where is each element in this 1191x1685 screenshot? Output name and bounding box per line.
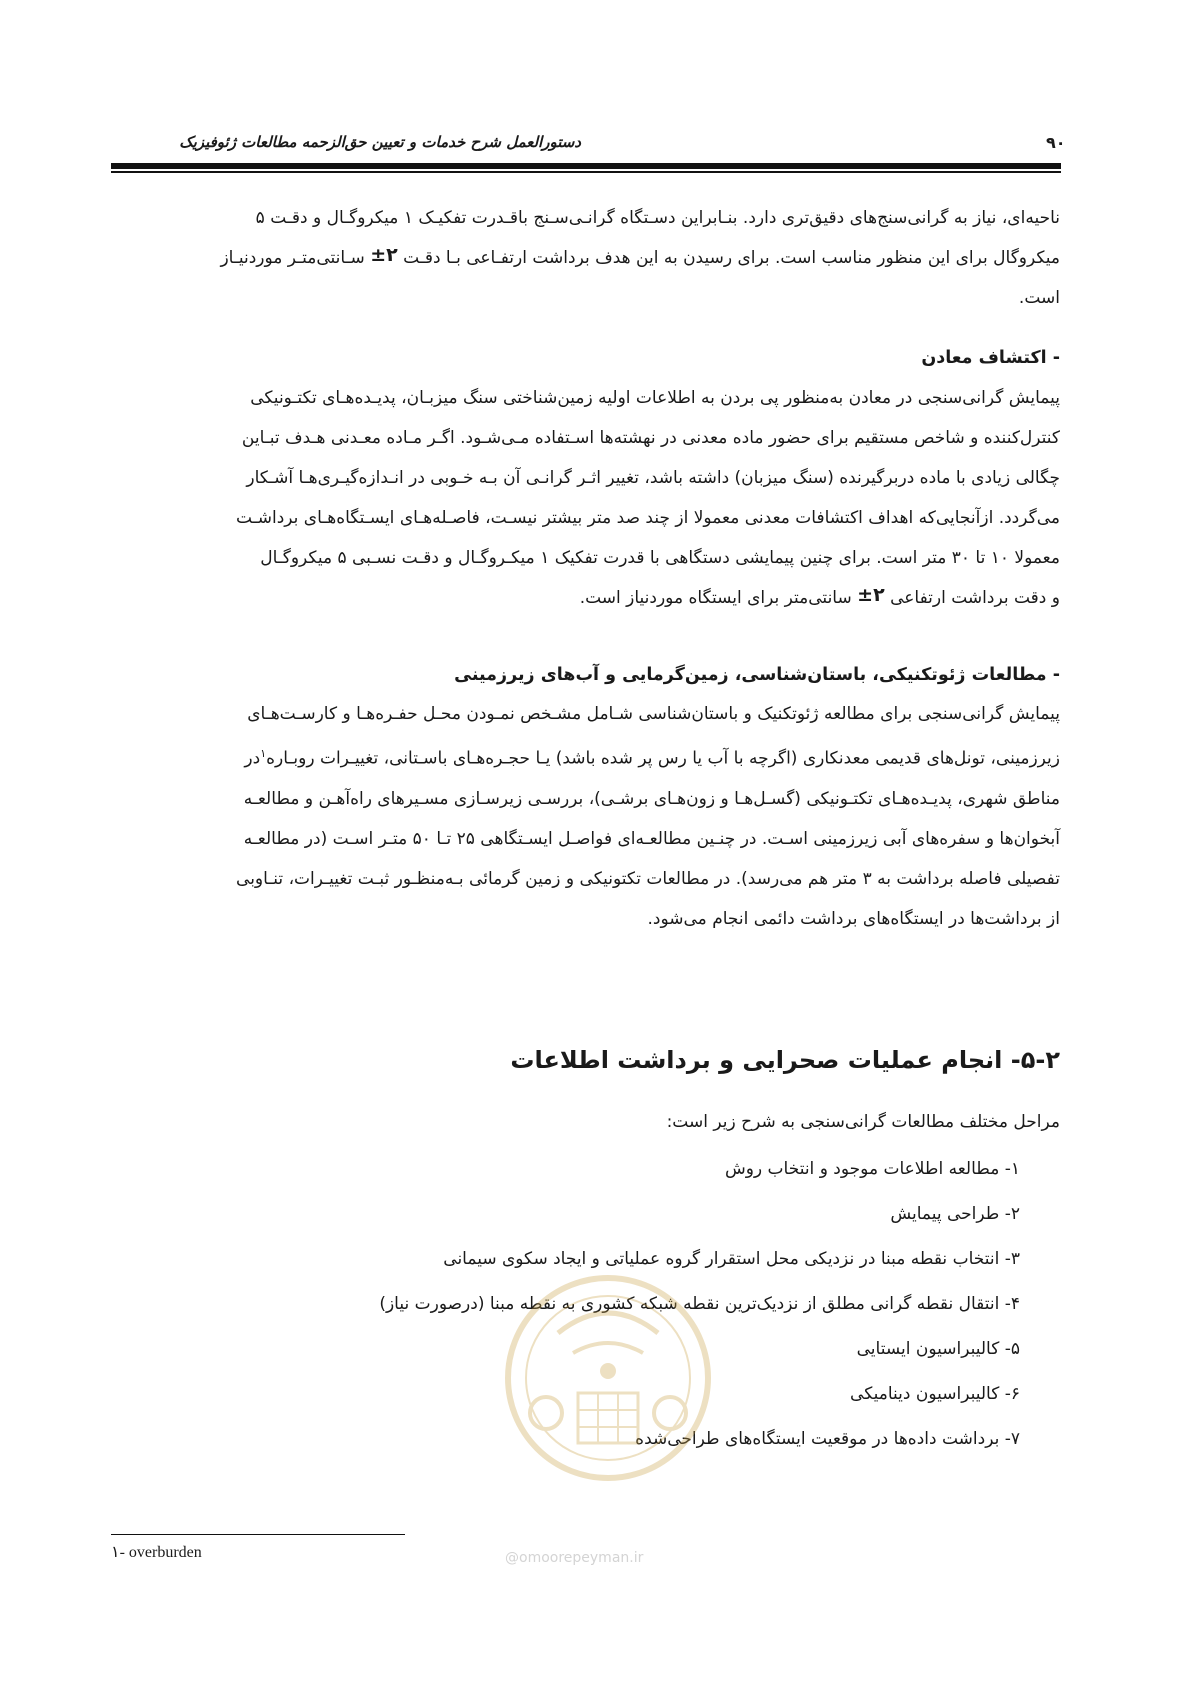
line-segment: در <box>244 748 261 769</box>
paragraph-line: از برداشت‌ها در ایستگاه‌های برداشت دائمی انجام می‌شود. <box>647 908 1060 929</box>
step-item: ۳- انتخاب نقطه مبنا در نزدیکی محل استقرار گروه عملیاتی و ایجاد سکوی سیمانی <box>443 1249 1020 1269</box>
steps-intro: مراحل مختلف مطالعات گرانی‌سنجی به شرح زیر است: <box>666 1112 1060 1132</box>
step-item: ۵- کالیبراسیون ایستایی <box>856 1339 1020 1359</box>
geotech-heading: - مطالعات ژئوتکنیکی، باستان‌شناسی، زمین‌گرمایی و آب‌های زیرزمینی <box>454 665 1060 685</box>
paragraph-line: معمولا ۱۰ تا ۳۰ متر است. برای چنین پیمایشی دستگاهی با قدرت تفکیک ۱ میکـروگـال و دقـت نسـبی ۵ میکروگـال <box>260 548 1060 568</box>
page-number: ۹۰ <box>1046 133 1066 152</box>
paragraph-mining <box>144 378 1060 618</box>
footnote-ref: ۱ <box>260 747 267 760</box>
line-segment: سانتی‌متر برای ایستگاه موردنیاز است. <box>579 588 852 608</box>
paragraph-line <box>144 734 1060 779</box>
paragraph-line: پیمایش گرانی‌سنجی برای مطالعه ژئوتکنیک و باستان‌شناسی شـامل مشـخص نمـودن محـل حفـره‌هـا و کارسـت‌هـای <box>247 704 1060 724</box>
watermark-url: @omoorepeyman.ir <box>505 1550 644 1566</box>
paragraph-line: پیمایش گرانی‌سنجی در معادن به‌منظور پی بردن به اطلاعات اولیه زمین‌شناختی سنگ میزبـان، پدیـده‌هـای تکتـونیکی <box>250 388 1060 408</box>
plus-minus-value: ±۲ <box>857 584 885 606</box>
paragraph-line <box>144 578 1060 618</box>
section-heading: ۵-۲- انجام عملیات صحرایی و برداشت اطلاعات <box>510 1046 1060 1074</box>
step-item: ۱- مطالعه اطلاعات موجود و انتخاب روش <box>724 1159 1020 1179</box>
running-header-title: دستورالعمل شرح خدمات و تعیین حق‌الزحمه مطالعات ژئوفیزیک <box>179 133 581 151</box>
line-segment: میکروگال برای این منظور مناسب است. برای رسیدن به این هدف برداشت ارتفـاعی بـا دقـت <box>403 248 1060 268</box>
paragraph-line: ناحیه‌ای، نیاز به گرانی‌سنج‌های دقیق‌تری دارد. بنـابراین دسـتگاه گرانـی‌سـنج باقـدرت تفکیـک ۱ میکروگـال و دقـت ۵ <box>255 208 1060 228</box>
footnote: ۱- overburden <box>111 1544 202 1561</box>
paragraph-line: آبخوان‌ها و سفره‌های آبی زیرزمینی اسـت. در چنـین مطالعـه‌ای فواصـل ایسـتگاهی ۲۵ تـا ۵۰ متـر اسـت (در مطالعـه <box>243 828 1060 849</box>
paragraph-line: مناطق شهری، پدیـده‌هـای تکتـونیکی (گسـل‌هـا و زون‌هـای برشـی)، بررسـی زیرسـازی مسـیرهای راه‌آهـن و مطالعـه <box>243 788 1060 809</box>
step-item: ۷- برداشت داده‌ها در موقعیت ایستگاه‌های طراحی‌شده <box>635 1429 1020 1449</box>
paragraph-line: می‌گردد. ازآنجایی‌که اهداف اکتشافات معدنی معمولا از چند صد متر بیشتر نیسـت، فاصـله‌هـای ایسـتگاه‌هـای برداشـت <box>236 508 1060 528</box>
footnote-rule <box>111 1534 405 1535</box>
paragraph-geotech <box>144 694 1060 939</box>
step-item: ۲- طراحی پیمایش <box>890 1204 1020 1224</box>
paragraph-regional <box>144 198 1060 318</box>
paragraph-line: چگالی زیادی با ماده دربرگیرنده (سنگ میزبان) داشته باشد، تغییر اثـر گرانـی آن بـه خـوبی در انـدازه‌گیـری‌هـا آشـکار <box>246 468 1060 488</box>
step-item: ۶- کالیبراسیون دینامیکی <box>850 1384 1020 1404</box>
line-segment: و دقت برداشت ارتفاعی <box>890 588 1060 608</box>
step-item: ۴- انتقال نقطه گرانی مطلق از نزدیک‌ترین نقطه شبکه کشوری به نقطه مبنا (درصورت نیاز) <box>379 1294 1020 1314</box>
plus-minus-value: ±۲ <box>370 244 398 266</box>
mining-heading: - اکتشاف معادن <box>921 348 1060 368</box>
paragraph-line: کنترل‌کننده و شاخص مستقیم برای حضور ماده معدنی در نهشته‌ها اسـتفاده مـی‌شـود. اگـر مـاده معـدنی هـدف تبـاین <box>241 428 1060 448</box>
header-rule-thin <box>111 171 1061 173</box>
header-rule-thick <box>111 163 1061 169</box>
paragraph-line: است. <box>1018 288 1060 308</box>
watermark-seal-icon <box>498 1263 718 1503</box>
paragraph-line: تفصیلی فاصله برداشت به ۳ متر هم می‌رسد). در مطالعات تکتونیکی و زمین گرمائی بـه‌منظـور ثبـت تغییـرات، تنـاوبی <box>236 868 1060 889</box>
line-segment: زیرزمینی، تونل‌های قدیمی معدنکاری (اگرچه با آب یا رس پر شده باشد) یـا حجـره‌هـای باسـتانی، تغییـرات روبـاره <box>266 748 1060 769</box>
line-segment: سـانتی‌متـر موردنیـاز <box>220 248 365 268</box>
paragraph-line <box>144 238 1060 278</box>
